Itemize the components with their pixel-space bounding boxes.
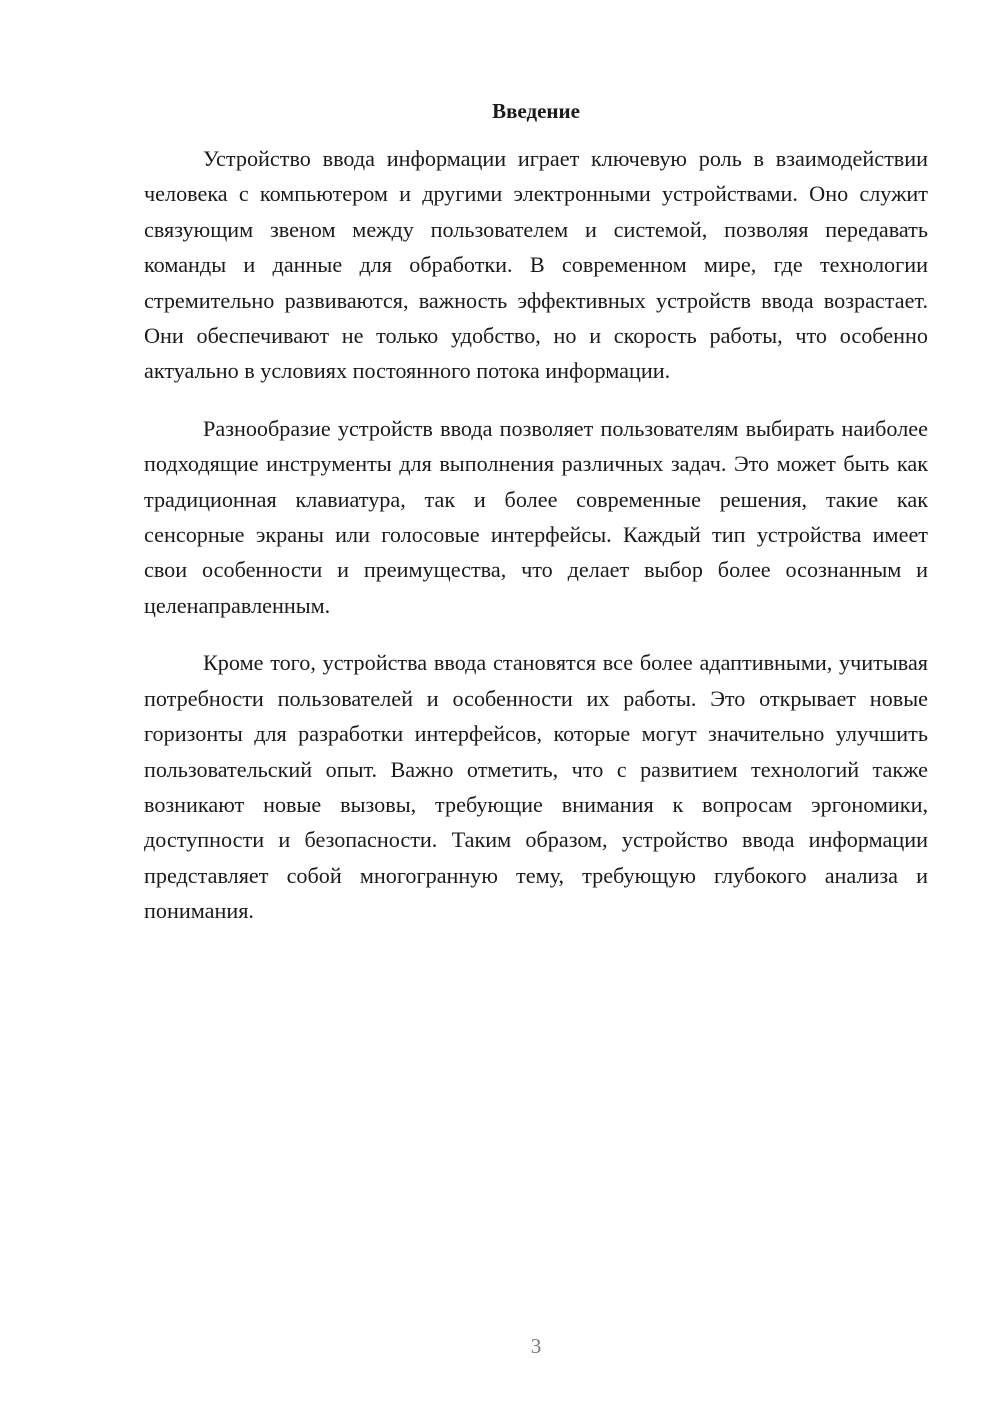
page-title: Введение [492,99,580,123]
body-text [144,141,928,951]
paragraph-1: Устройство ввода информации играет ключевую роль в взаимодействии человека с компьютером и другими электронными устройствами. Оно служит связующим звеном между пользователем и системой, позволяя передавать команды и данные для обработки. В современном мире, где технологии стремительно развиваются, важность эффективных устройств ввода возрастает. Они обеспечивают не только удобство, но и скорость работы, что особенно актуально в условиях постоянного потока информации. [144,146,928,384]
paragraph-2: Разнообразие устройств ввода позволяет пользователям выбирать наиболее подходящие инструменты для выполнения различных задач. Это может быть как традиционная клавиатура, так и более современные решения, такие как сенсорные экраны или голосовые интерфейсы. Каждый тип устройства имеет свои особенности и преимущества, что делает выбор более осознанным и целенаправленным. [144,415,928,618]
page-number: 3 [530,1334,542,1358]
paragraph-3: Кроме того, устройства ввода становятся все более адаптивными, учитывая потребности пользователей и особенности их работы. Это открывает новые горизонты для разработки интерфейсов, которые могут значительно улучшить пользовательский опыт. Важно отметить, что с развитием технологий также возникают новые вызовы, требующие внимания к вопросам эргономики, доступности и безопасности. Таким образом, устройство ввода информации представляет собой многогранную тему, требующую глубокого анализа и понимания. [144,650,928,924]
